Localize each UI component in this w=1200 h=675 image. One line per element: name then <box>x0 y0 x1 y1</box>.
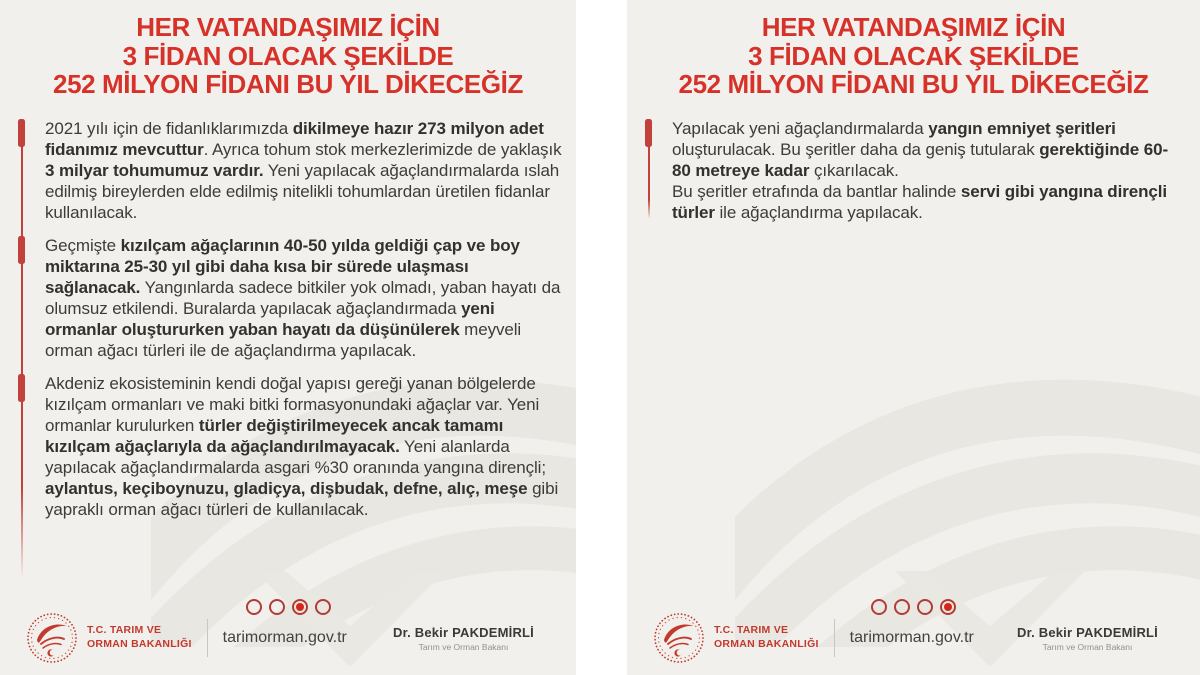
paragraph-accent-bar <box>645 119 652 147</box>
footer-divider <box>207 619 208 657</box>
footer-divider <box>834 619 835 657</box>
paragraph-accent-bar <box>18 119 25 147</box>
bullet-paragraph <box>18 373 562 520</box>
website-link[interactable]: tarimorman.gov.tr <box>849 629 974 646</box>
bullet-paragraph <box>18 235 562 361</box>
paragraph-text: 2021 yılı için de fidanlıklarımızda dikilmeye hazır 273 milyon adet fidanımız mevcuttur. Ayrıca tohum stok merkezlerimizde de yaklaşık 3 milyar tohumumuz vardır. Yeni yapılacak ağaçlandırmalarda ıslah edilmiş bireylerden elde edilmiş nitelikli tohumlardan üretilen fidanlar kullanılacak. <box>45 118 562 222</box>
ministry-name <box>87 624 192 651</box>
bullet-paragraph <box>18 118 562 223</box>
ministry-name <box>714 624 819 651</box>
minister-block <box>393 625 534 652</box>
minister-title: Tarım ve Orman Bakanı <box>418 641 509 652</box>
minister-block <box>1017 625 1158 652</box>
title-line: 252 MİLYON FİDANI BU YIL DİKECEĞİZ <box>53 69 523 99</box>
minister-name: Dr. Bekir PAKDEMİRLİ <box>392 624 534 640</box>
ministry-name-line1: T.C. TARIM VE <box>87 624 162 637</box>
website-link[interactable]: tarimorman.gov.tr <box>222 629 347 646</box>
paragraph-accent-bar <box>18 236 25 264</box>
footer <box>627 609 1200 667</box>
slide-gutter <box>576 0 627 675</box>
title-line: 3 FİDAN OLACAK ŞEKİLDE <box>122 40 454 71</box>
paragraph-text: Yapılacak yeni ağaçlandırmalarda yangın emniyet şeritleri oluşturulacak. Bu şeritler daha da geniş tutularak gerektiğinde 60-80 metreye kadar çıkarılacak. Bu şeritler etrafında da bantlar halinde servi gibi yangına dirençli türler ile ağaçlandırma yapılacak. <box>672 118 1169 222</box>
paragraph-text: Geçmişte kızılçam ağaçlarının 40-50 yılda geldiği çap ve boy miktarına 25-30 yıl gibi daha kısa bir sürede ulaşması sağlanacak. Yangınlarda sadece bitkiler yok olmadı, yaban hayatı da olumsuz etkilendi. Buralarda yapılacak ağaçlandırmada yeni ormanlar oluştururken yaban hayatı da düşünülerek meyveli orman ağacı türleri ile de ağaçlandırma yapılacak. <box>45 235 561 360</box>
slide-card-2 <box>627 0 1200 675</box>
minister-name: Dr. Bekir PAKDEMİRLİ <box>1016 624 1158 640</box>
paragraph-accent-bar <box>18 374 25 402</box>
paragraph-text: Akdeniz ekosisteminin kendi doğal yapısı gereği yanan bölgelerde kızılçam ormanları ve maki bitki formasyonundaki ağaçlar var. Yeni ormanlar kurulurken türler değiştirilmeyecek ancak tamamı kızılçam ağaçlarıyla da ağaçlandırılmayacak. Yeni alanlarda yapılacak ağaçlandırmalarda asgari %30 oranında yangına dirençli; aylantus, keçiboynuzu, gladiçya, dişbudak, defne, alıç, meşe gibi yapraklı orman ağacı türleri de kullanılacak. <box>45 373 559 519</box>
slide-card-1 <box>0 0 576 675</box>
ministry-name-line2: ORMAN BAKANLIĞI <box>714 638 819 650</box>
minister-title: Tarım ve Orman Bakanı <box>1042 641 1133 652</box>
ministry-name-line2: ORMAN BAKANLIĞI <box>87 638 192 650</box>
ministry-name-line1: T.C. TARIM VE <box>714 624 789 637</box>
title-line: 3 FİDAN OLACAK ŞEKİLDE <box>748 40 1079 71</box>
page-title <box>0 13 576 99</box>
paragraph-list <box>645 118 1186 223</box>
paragraph-list <box>18 118 562 520</box>
ministry-emblem-icon <box>653 612 705 664</box>
title-line: HER VATANDAŞIMIZ İÇİN <box>761 12 1066 42</box>
bullet-paragraph <box>645 118 1186 223</box>
page-title <box>627 13 1200 99</box>
ministry-emblem-icon <box>26 612 78 664</box>
footer <box>0 609 576 667</box>
title-line: HER VATANDAŞIMIZ İÇİN <box>136 12 440 42</box>
title-line: 252 MİLYON FİDANI BU YIL DİKECEĞİZ <box>678 69 1149 99</box>
